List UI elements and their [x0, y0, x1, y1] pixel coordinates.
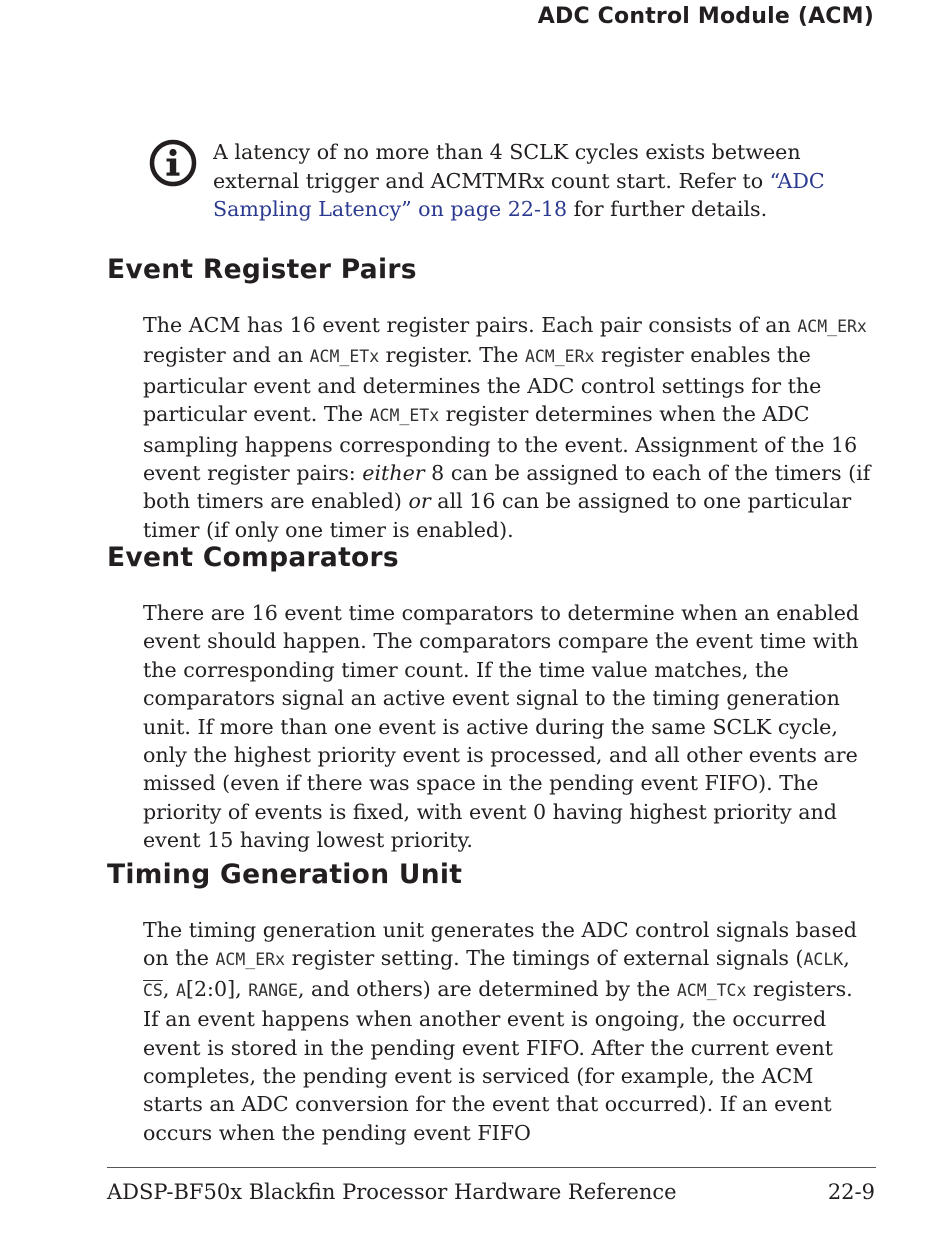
text-run: The ACM has 16 event register pairs. Each pair consists of an [143, 313, 798, 337]
code-a: A [175, 980, 186, 1000]
text-run: , and others) are determined by the [297, 976, 677, 1001]
text-run: , [162, 976, 176, 1001]
note-text [213, 138, 873, 224]
emphasis-or: or [408, 489, 431, 514]
para-event-comparators: There are 16 event time comparators to determine when an enabled event should happen. The comparators compare the event time with the corresponding timer count. If the time value matches, the comparators signal an active event signal to the timing generation unit. If more than one event is active during the same SCLK cycle, only the highest priority event is processed, and all other events are missed (even if there was space in the pending event FIFO). The priority of events is fixed, with event 0 having highest priority and event 15 having lowest priority. [143, 601, 860, 853]
text-run: [2:0], [185, 976, 249, 1001]
footer-page-number: 22-9 [827, 1180, 875, 1204]
text-run: register setting. The timings of external signals ( [285, 946, 804, 971]
info-icon [148, 138, 198, 188]
text-run: registers. If an event happens when another event is ongoing, the occurred event is stored in the pending event FIFO. After the current event completes, the pending event is serviced (for example, the ACM starts an ADC conversion for the event that occurred). If an event occurs when the pending event FIFO [143, 976, 853, 1145]
code-cs-overline: $\overline{CS}$ [143, 980, 163, 1000]
code-acm-etx: ACM_ETx [309, 347, 380, 367]
heading-event-comparators: Event Comparators [107, 542, 399, 573]
para-event-register-pairs [143, 311, 875, 544]
text-run: register. The [379, 343, 525, 368]
code-range: RANGE [248, 980, 298, 1000]
text-run: register determines when the ADC sampling happens corresponding to the event. Assignment of the 16 event register pairs: [143, 402, 858, 486]
text-run: The timing generation unit generates the ADC control signals based on the [143, 918, 857, 971]
code-acm-etx: ACM_ETx [369, 406, 440, 426]
text-run: , [843, 946, 850, 971]
note-text-before: A latency of no more than 4 SCLK cycles exists between external trigger and ACMTMRx count start. Refer to [213, 140, 801, 193]
text-run: register and an [143, 343, 310, 368]
code-aclk: ACLK [803, 950, 844, 970]
para-timing-generation-unit [143, 916, 875, 1147]
footer-book-title: ADSP-BF50x Blackfin Processor Hardware Reference [107, 1180, 677, 1204]
emphasis-either: either [362, 461, 425, 486]
text-run: register enables the particular event and determines the ADC control settings for the particular event. The [143, 343, 822, 427]
heading-timing-generation-unit: Timing Generation Unit [107, 859, 463, 890]
code-acm-erx: ACM_ERx [797, 317, 867, 336]
footer-divider [107, 1167, 876, 1168]
adc-sampling-latency-link[interactable]: “ADC Sampling Latency” on page 22-18 [213, 168, 825, 221]
heading-event-register-pairs: Event Register Pairs [107, 254, 417, 285]
code-acm-erx: ACM_ERx [215, 950, 286, 970]
code-acm-erx: ACM_ERx [524, 347, 595, 367]
note-text-after: for further details. [567, 197, 768, 221]
code-acm-tcx: ACM_TCx [676, 980, 747, 1000]
text-run: 8 can be assigned to each of the timers (if both timers are enabled) [143, 461, 871, 514]
text-run: all 16 can be assigned to one particular timer (if only one timer is enabled). [143, 489, 852, 542]
running-header: ADC Control Module (ACM) [537, 4, 874, 29]
